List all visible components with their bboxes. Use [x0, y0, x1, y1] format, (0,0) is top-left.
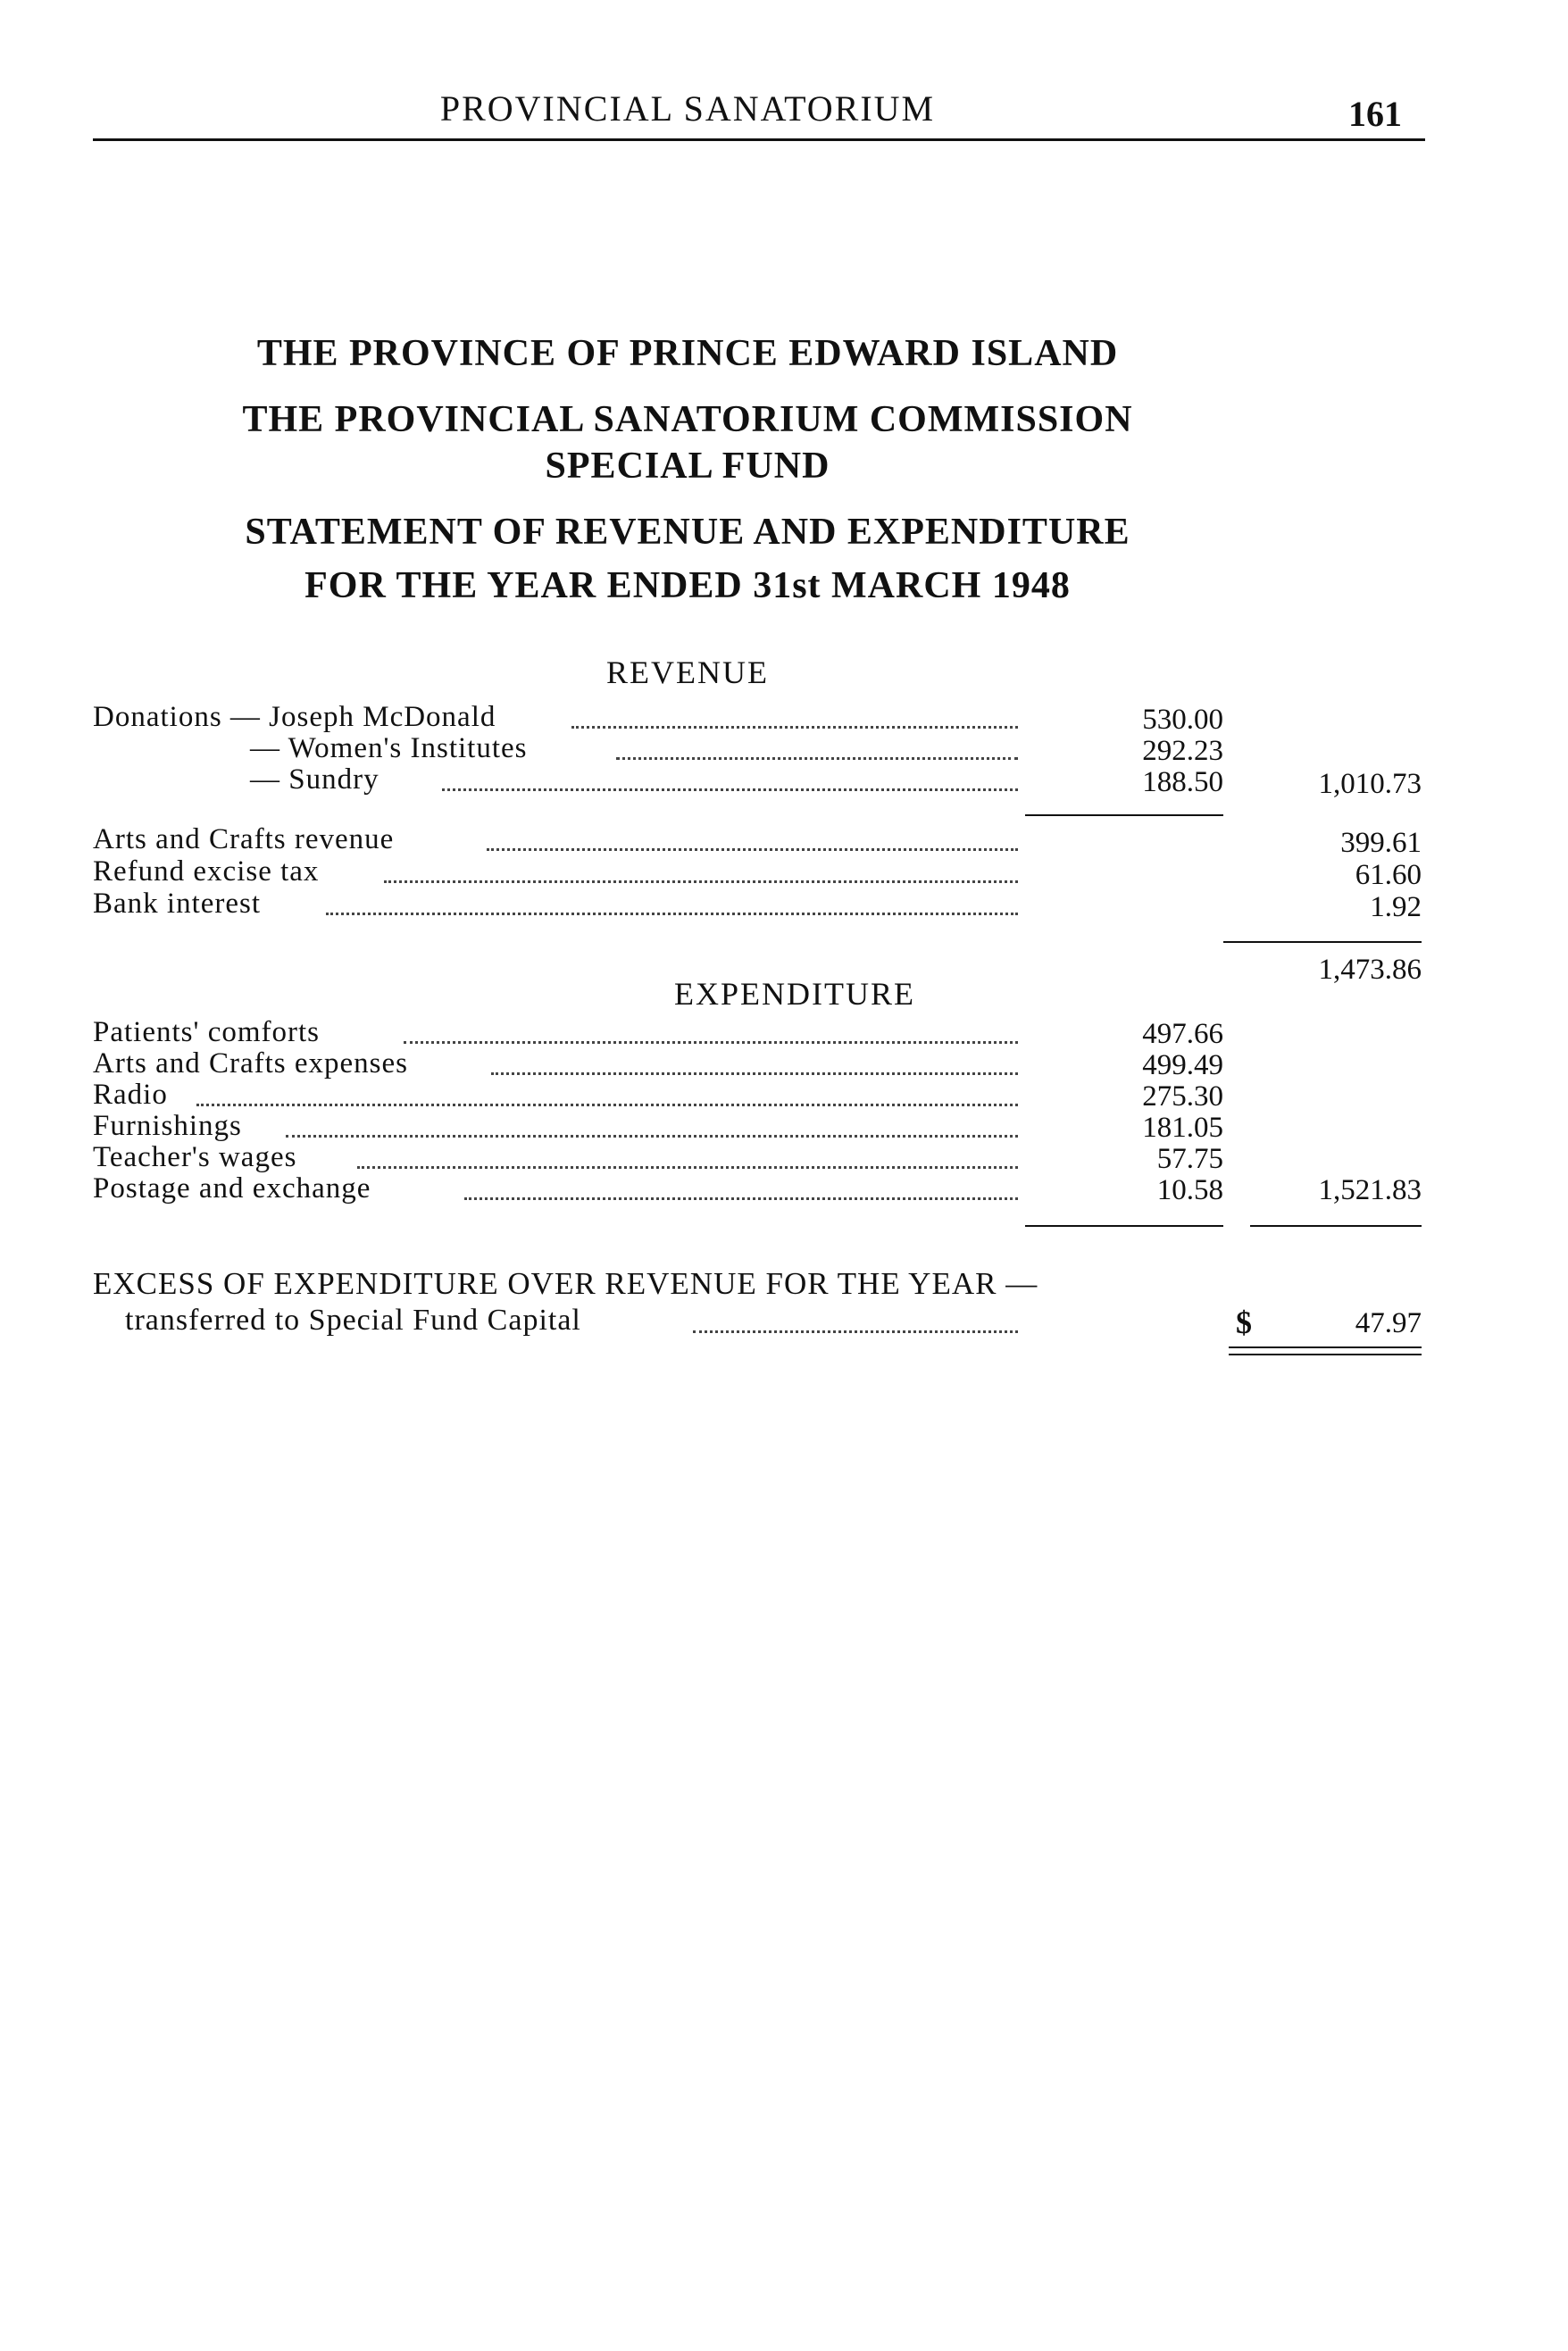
- dot-leader: [571, 726, 1018, 729]
- dot-leader: [442, 788, 1018, 791]
- revenue-donation-amount: 292.23: [1142, 735, 1223, 767]
- running-title: PROVINCIAL SANATORIUM: [439, 88, 936, 129]
- title-province: THE PROVINCE OF PRINCE EDWARD ISLAND: [256, 333, 1119, 374]
- expenditure-total: 1,521.83: [1318, 1174, 1422, 1206]
- revenue-total: 1,473.86: [1318, 954, 1422, 986]
- revenue-item-amount: 1.92: [1370, 891, 1422, 923]
- revenue-item-amount: 399.61: [1340, 827, 1422, 859]
- dot-leader: [384, 880, 1018, 883]
- revenue-donation-label: Donations — Joseph McDonald: [93, 701, 496, 733]
- expenditure-item-label: Radio: [93, 1079, 168, 1111]
- expenditure-item-amount: 181.05: [1142, 1112, 1223, 1144]
- expenditure-heading: EXPENDITURE: [674, 976, 915, 1012]
- dollar-sign: $: [1236, 1305, 1252, 1340]
- revenue-heading: REVENUE: [606, 654, 769, 690]
- dot-leader: [404, 1041, 1018, 1044]
- revenue-item-label: Arts and Crafts revenue: [93, 823, 395, 855]
- dot-leader: [693, 1330, 1018, 1333]
- title-statement: STATEMENT OF REVENUE AND EXPENDITURE: [245, 512, 1130, 553]
- dot-leader: [326, 913, 1018, 915]
- subtotal-rule: [1025, 814, 1223, 816]
- expenditure-item-label: Postage and exchange: [93, 1172, 371, 1205]
- expenditure-item-label: Arts and Crafts expenses: [93, 1047, 409, 1080]
- subtotal-rule: [1025, 1225, 1223, 1227]
- dot-leader: [491, 1072, 1018, 1075]
- revenue-item-label: Refund excise tax: [93, 855, 320, 888]
- excess-amount: 47.97: [1355, 1307, 1422, 1339]
- title-commission: THE PROVINCIAL SANATORIUM COMMISSION: [242, 399, 1133, 440]
- expenditure-item-label: Furnishings: [93, 1110, 242, 1142]
- revenue-item-amount: 61.60: [1355, 859, 1422, 891]
- dot-leader: [616, 757, 1018, 760]
- title-year-ended: FOR THE YEAR ENDED 31st MARCH 1948: [304, 565, 1071, 606]
- excess-transfer-label: transferred to Special Fund Capital: [125, 1304, 581, 1337]
- revenue-donation-label: — Women's Institutes: [250, 732, 528, 764]
- revenue-donation-amount: 188.50: [1142, 766, 1223, 798]
- total-rule: [1223, 941, 1422, 943]
- title-special-fund: SPECIAL FUND: [545, 446, 830, 487]
- dot-leader: [196, 1104, 1018, 1106]
- expenditure-item-amount: 497.66: [1142, 1018, 1223, 1050]
- header-rule: [93, 138, 1425, 141]
- expenditure-item-amount: 57.75: [1156, 1143, 1223, 1175]
- excess-statement: EXCESS OF EXPENDITURE OVER REVENUE FOR THE YEAR —: [93, 1266, 1038, 1301]
- total-rule: [1250, 1225, 1422, 1227]
- expenditure-item-amount: 275.30: [1142, 1080, 1223, 1113]
- expenditure-item-amount: 499.49: [1142, 1049, 1223, 1081]
- revenue-item-label: Bank interest: [93, 888, 262, 920]
- dot-leader: [464, 1197, 1018, 1200]
- revenue-donation-label: — Sundry: [250, 763, 379, 796]
- dot-leader: [487, 848, 1018, 851]
- double-rule-top: [1229, 1346, 1422, 1348]
- revenue-donations-total: 1,010.73: [1318, 768, 1422, 800]
- dot-leader: [357, 1166, 1018, 1169]
- double-rule-bottom: [1229, 1354, 1422, 1355]
- dot-leader: [286, 1135, 1018, 1138]
- expenditure-item-label: Patients' comforts: [93, 1016, 320, 1048]
- revenue-donation-amount: 530.00: [1142, 704, 1223, 736]
- expenditure-item-amount: 10.58: [1156, 1174, 1223, 1206]
- page-number: 161: [1348, 94, 1402, 134]
- expenditure-item-label: Teacher's wages: [93, 1141, 297, 1173]
